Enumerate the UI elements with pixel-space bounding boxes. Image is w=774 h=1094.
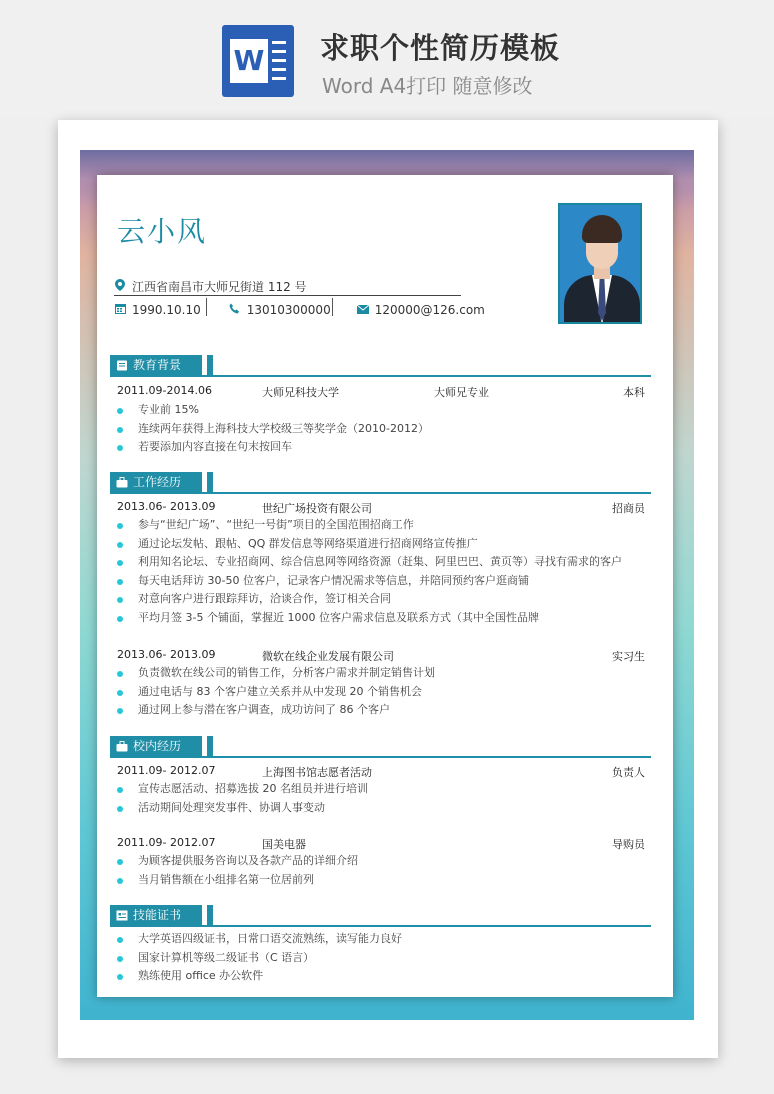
list-item: 对意向客户进行跟踪拜访，洽谈合作，签订相关合同 <box>117 590 647 609</box>
section-tag <box>110 736 202 756</box>
contact-row <box>114 303 485 317</box>
list-item: 为顾客提供服务咨询以及各款产品的详细介绍 <box>117 852 647 871</box>
campus-list <box>117 780 647 817</box>
list-item: 大学英语四级证书，日常口语交流熟练，读写能力良好 <box>117 930 647 949</box>
list-item: 当月销售额在小组排名第一位居前列 <box>117 871 647 890</box>
list-item: 通过电话与 83 个客户建立关系并从中发现 20 个销售机会 <box>117 683 647 702</box>
list-item: 宣传志愿活动、招募选拔 20 名组员并进行培训 <box>117 780 647 799</box>
section-rule <box>110 925 651 927</box>
list-item: 专业前 15% <box>117 401 647 420</box>
list-item: 熟练使用 office 办公软件 <box>117 967 647 986</box>
campus-entry <box>117 764 645 780</box>
book-icon <box>116 360 128 371</box>
section-title: 工作经历 <box>133 475 182 489</box>
section-tag <box>110 355 202 375</box>
education-list <box>117 401 647 457</box>
contact-divider <box>206 298 207 316</box>
entry-role: 导购员 <box>612 838 645 851</box>
entry-date: 2013.06- 2013.09 <box>117 648 216 661</box>
phone-icon <box>229 303 241 317</box>
work-list <box>117 664 647 720</box>
entry-date: 2011.09-2014.06 <box>117 384 212 397</box>
section-education-header <box>110 355 651 377</box>
briefcase-icon <box>116 741 128 752</box>
section-title: 校内经历 <box>133 739 182 753</box>
list-item: 国家计算机等级二级证书（C 语言） <box>117 949 647 968</box>
entry-role: 招商员 <box>612 502 645 515</box>
calendar-icon <box>114 303 126 317</box>
entry-major: 大师兄专业 <box>434 386 489 399</box>
work-list <box>117 516 647 628</box>
section-work-header <box>110 472 651 494</box>
entry-role: 负责人 <box>612 766 645 779</box>
template-banner <box>0 0 774 118</box>
section-title: 教育背景 <box>133 358 182 372</box>
list-item: 平均月签 3-5 个铺面，掌握近 1000 位客户需求信息及联系方式（其中全国性品牌 <box>117 609 647 628</box>
section-rule <box>110 375 651 377</box>
entry-date: 2013.06- 2013.09 <box>117 500 216 513</box>
address-divider <box>114 295 461 296</box>
campus-list <box>117 852 647 889</box>
email-address: 120000@126.com <box>374 303 485 317</box>
list-item: 利用知名论坛、专业招商网、综合信息网等网络资源（赶集、阿里巴巴、黄页等）寻找有需求的客户 <box>117 553 647 572</box>
list-item: 活动期间处理突发事件、协调人事变动 <box>117 799 647 818</box>
address-row <box>114 278 307 295</box>
list-item: 通过论坛发帖、跟帖、QQ 群发信息等网络渠道进行招商网络宣传推广 <box>117 535 647 554</box>
list-item: 连续两年获得上海科技大学校级三等奖学金（2010-2012） <box>117 420 647 439</box>
list-item: 若要添加内容直接在句末按回车 <box>117 438 647 457</box>
entry-role: 实习生 <box>612 650 645 663</box>
entry-company: 世纪广场投资有限公司 <box>262 502 372 515</box>
address-text: 江西省南昌市大师兄街道 112 号 <box>132 280 307 294</box>
entry-company: 微软在线企业发展有限公司 <box>262 650 394 663</box>
work-entry <box>117 648 645 664</box>
entry-school: 大师兄科技大学 <box>262 386 339 399</box>
certificate-icon <box>116 910 128 921</box>
list-item: 每天电话拜访 30-50 位客户，记录客户情况需求等信息，并陪同预约客户逛商铺 <box>117 572 647 591</box>
section-skills-header <box>110 905 651 927</box>
work-entry <box>117 500 645 516</box>
entry-degree: 本科 <box>623 386 645 399</box>
section-rule <box>110 756 651 758</box>
candidate-name: 云小风 <box>117 215 208 248</box>
skills-list <box>117 930 647 986</box>
word-letter: W <box>230 39 268 83</box>
briefcase-icon <box>116 477 128 488</box>
contact-divider <box>332 298 333 316</box>
list-item: 通过网上参与潜在客户调查，成功访问了 86 个客户 <box>117 701 647 720</box>
banner-subtitle: Word A4打印 随意修改 <box>322 74 533 98</box>
banner-title: 求职个性简历模板 <box>320 31 561 65</box>
word-icon-lines <box>272 41 286 86</box>
birth-date: 1990.10.10 <box>132 303 201 317</box>
entry-date: 2011.09- 2012.07 <box>117 764 216 777</box>
section-title: 技能证书 <box>133 908 182 922</box>
entry-org: 上海图书馆志愿者活动 <box>262 766 372 779</box>
entry-date: 2011.09- 2012.07 <box>117 836 216 849</box>
education-entry <box>117 384 645 400</box>
section-campus-header <box>110 736 651 758</box>
section-tag <box>110 905 202 925</box>
list-item: 负责微软在线公司的销售工作，分析客户需求并制定销售计划 <box>117 664 647 683</box>
campus-entry <box>117 836 645 852</box>
section-rule <box>110 492 651 494</box>
email-icon <box>357 303 369 317</box>
entry-org: 国美电器 <box>262 838 306 851</box>
phone-number: 13010300000 <box>246 303 331 317</box>
location-pin-icon <box>114 279 126 294</box>
section-tag <box>110 472 202 492</box>
list-item: 参与“世纪广场”、“世纪一号街”项目的全国范围招商工作 <box>117 516 647 535</box>
word-document-icon <box>222 25 294 97</box>
profile-photo <box>558 203 642 324</box>
